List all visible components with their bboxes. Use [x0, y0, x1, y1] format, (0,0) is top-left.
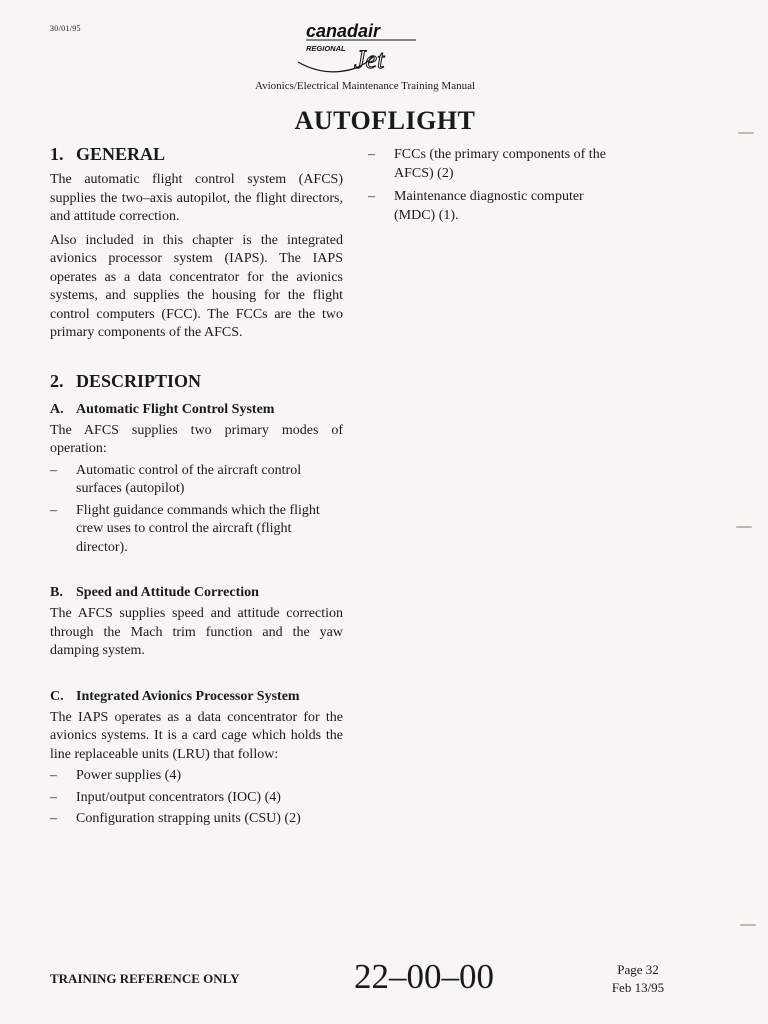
subsection-a-intro: The AFCS supplies two primary modes of operation: [50, 422, 343, 456]
subsection-b-heading: B. Speed and Attitude Correction [50, 585, 259, 600]
general-paragraph-2: Also included in this chapter is the integrated avionics processor system (IAPS). The IAPS operates as a data concentrator for the avionics systems, and supplies the housing for the flight control computers (FCC). The FCCs are the two primary components of the AFCS. [50, 232, 343, 340]
footer-page-info [600, 961, 676, 997]
logo-brand: canadair [306, 21, 381, 41]
subsection-a-list [50, 462, 343, 558]
canadair-regional-jet-logo [296, 20, 432, 82]
scan-speck [740, 924, 756, 926]
subsection-b-text: The AFCS supplies speed and attitude correction through the Mach trim function and the yaw damping system. [50, 606, 343, 658]
page-number: Page 32 [617, 962, 659, 977]
right-column [368, 146, 618, 225]
list-item: – FCCs (the primary components of the AFCS) (2) [368, 147, 606, 181]
section-general-heading: 1. GENERAL [50, 144, 166, 164]
chapter-title: AUTOFLIGHT [294, 106, 476, 135]
logo-regional: REGIONAL [306, 44, 346, 53]
list-item: – Maintenance diagnostic computer (MDC) (1). [368, 189, 584, 223]
footer-training-note: TRAINING REFERENCE ONLY [50, 971, 240, 986]
list-item: – Power supplies (4) [50, 768, 181, 783]
list-item: – Flight guidance commands which the flight crew uses to control the aircraft (flight director). [50, 502, 320, 555]
manual-title: Avionics/Electrical Maintenance Training Manual [254, 80, 476, 92]
right-column-list [368, 146, 618, 225]
scan-speck [736, 526, 752, 528]
list-item: – Input/output concentrators (IOC) (4) [50, 789, 281, 805]
document-date: 30/01/95 [50, 24, 81, 33]
section-description-heading: 2. DESCRIPTION [50, 370, 202, 391]
logo-jet-word: Jet [354, 45, 385, 74]
subsection-c-intro: The IAPS operates as a data concentrator for the avionics systems. It is a card cage which holds the line replaceable units (LRU) that follow: [50, 709, 343, 762]
subsection-c-heading: C. Integrated Avionics Processor System [50, 688, 300, 704]
revision-date: Feb 13/95 [611, 980, 665, 995]
list-item: – Configuration strapping units (CSU) (2) [50, 811, 301, 826]
footer-chapter-code: 22–00–00 [354, 957, 494, 996]
subsection-c-list [50, 767, 343, 829]
general-paragraph-1: The automatic flight control system (AFCS) supplies the two–axis autopilot, the flight directors, and attitude correction. [50, 172, 343, 224]
list-item: – Automatic control of the aircraft control surfaces (autopilot) [50, 462, 302, 496]
scan-speck [738, 132, 754, 134]
left-column [50, 144, 343, 829]
subsection-a-heading: A. Automatic Flight Control System [50, 401, 275, 417]
